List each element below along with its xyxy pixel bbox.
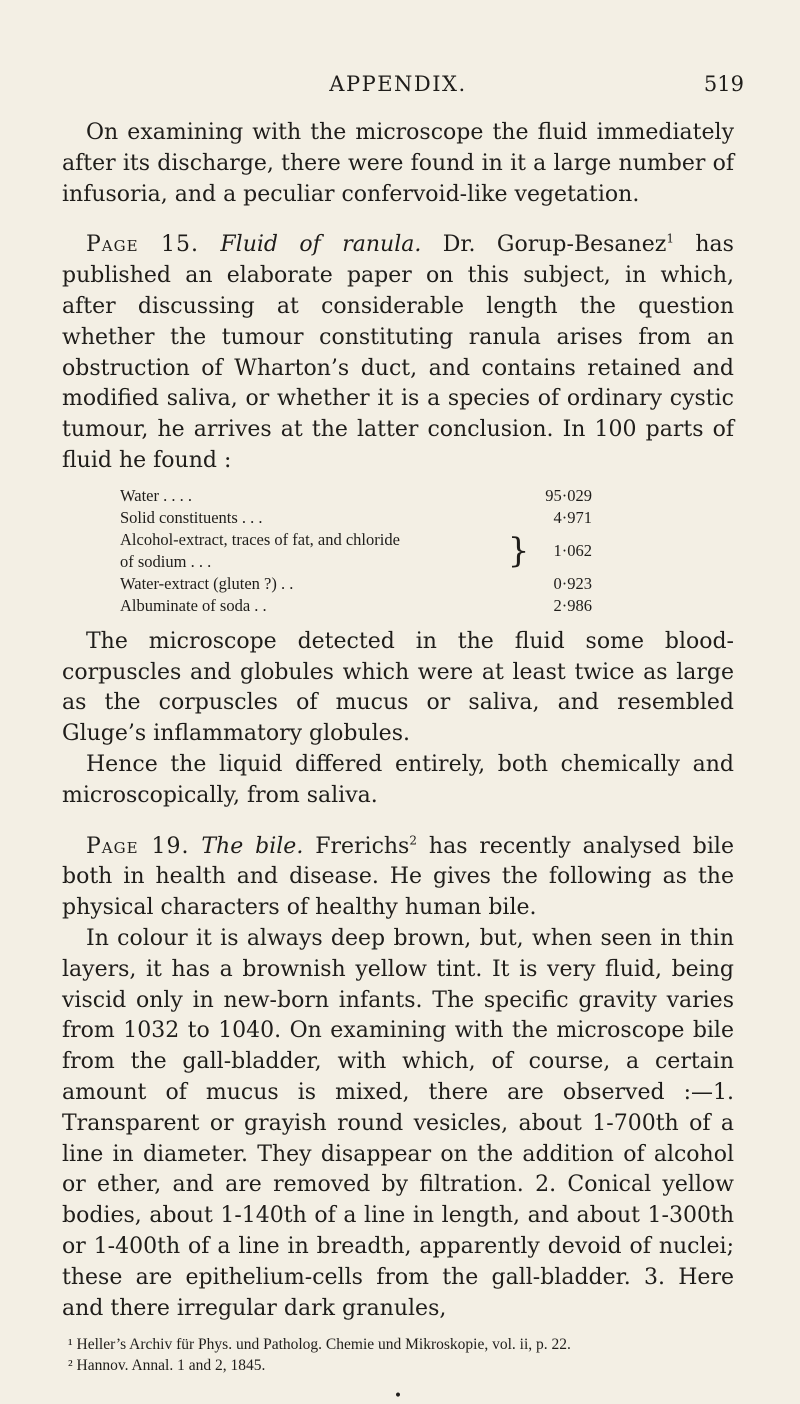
paragraph-conclusion: Hence the liquid differed entirely, both chemically and microscopically, from saliva.: [62, 751, 734, 808]
row-label: Alcohol-extract, traces of fat, and chloride of sodium . . .: [120, 529, 400, 571]
row-value: 2·986: [553, 595, 592, 615]
paragraph-bile-characters: In colour it is always deep brown, but, when seen in thin layers, it has a brownish yellow tint. It is very fluid, being viscid only in new-born infants. The specific gravity varies from 1032 to 1040. On examining with the microscope bile from the gall-bladder, with which, of course, a certain amount of mucus is mixed, there are observed :—1. Transparent or grayish round vesicles, about 1-700th of a line in diameter. They disappear on the addition of alcohol or ether, and are removed by filtration. 2. Conical yellow bodies, about 1-140th of a line in length, and about 1-300th or 1-400th of a line in breadth, apparently devoid of nuclei; these are epithelium-cells from the gall-bladder. 3. Here and there irregular dark granules,: [62, 925, 734, 1321]
paragraph-bile: Page 19. The bile. Frerichs$^2$ has recently analysed bile both in health and disease. He gives the following as the physical characters of healthy human bile.: [62, 833, 734, 921]
brace-mark: }: [507, 530, 530, 571]
footnote-marker: 1: [666, 232, 674, 247]
row-value: 4·971: [553, 507, 592, 527]
running-head: [58, 72, 744, 102]
footnote: ¹ Heller’s Archiv für Phys. und Patholog. Chemie und Mikroskopie, vol. ii, p. 22.: [68, 1336, 571, 1354]
table-row: [120, 485, 592, 507]
row-label: Water-extract (gluten ?) . .: [120, 573, 294, 593]
footnote: ² Hannov. Annal. 1 and 2, 1845.: [68, 1357, 266, 1375]
page-ref: Page 15.: [86, 232, 199, 258]
page-number: 519: [703, 72, 744, 96]
paragraph-microscope: The microscope detected in the fluid some blood-corpuscles and globules which were at least twice as large as the corpuscles of mucus or saliva, and resembled Gluge’s inflammatory globules.: [62, 628, 734, 747]
analysis-table: [120, 485, 592, 617]
signature-mark: •: [393, 1388, 403, 1404]
row-label: Albuminate of soda . .: [120, 595, 267, 615]
section-heading: The bile.: [201, 833, 304, 859]
row-value: 0·923: [553, 573, 592, 593]
table-row: [120, 595, 592, 617]
row-value: 95·029: [545, 485, 592, 505]
table-row: [120, 573, 592, 595]
row-label: Solid constituents . . .: [120, 507, 263, 527]
row-value: 1·062: [553, 540, 592, 560]
footnote-marker: 2: [409, 833, 417, 848]
page-body: [62, 118, 734, 1404]
section-heading: Fluid of ranula.: [220, 232, 422, 258]
paragraph-ranula: Page 15. Fluid of ranula. Dr. Gorup-Besanez$^1$ has published an elaborate paper on this subject, in which, after discussing at considerable length the question whether the tumour constituting ranula arises from an obstruction of Wharton’s duct, and contains retained and modified saliva, or whether it is a species of ordinary cystic tumour, he arrives at the latter conclusion. In 100 parts of fluid he found :: [62, 232, 734, 473]
table-row: [120, 529, 592, 573]
table-row: [120, 507, 592, 529]
paragraph-intro: On examining with the microscope the fluid immediately after its discharge, there were found in it a large number of infusoria, and a peculiar confervoid-like vegetation.: [62, 120, 734, 207]
running-title: APPENDIX.: [329, 72, 467, 96]
row-label: Water . . . .: [120, 485, 192, 505]
footnotes: [62, 1334, 734, 1376]
page-ref: Page 19.: [86, 833, 190, 859]
